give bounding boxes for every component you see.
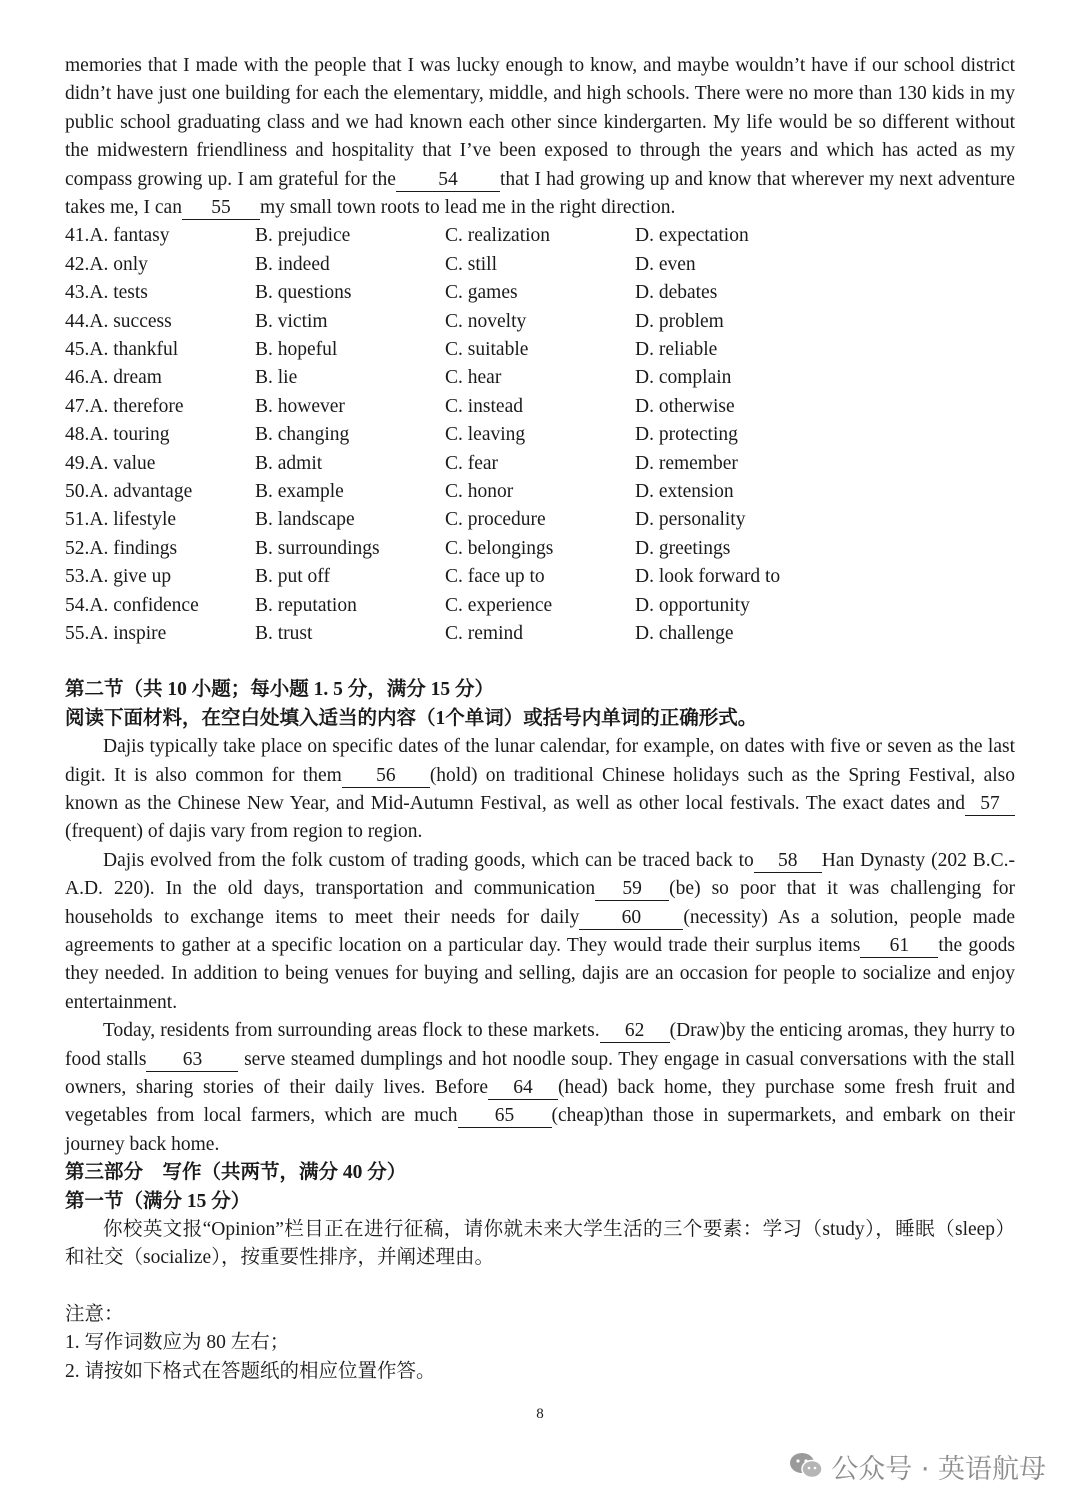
option-row <box>65 506 1015 534</box>
option-a[interactable] <box>65 251 255 279</box>
question-number: 41. <box>65 225 90 247</box>
question-number: 47. <box>65 395 90 417</box>
option-c[interactable]: C. face up to <box>445 566 545 588</box>
option-row <box>65 393 1015 421</box>
option-b[interactable]: B. questions <box>255 282 352 304</box>
option-row <box>65 620 1015 648</box>
blank-65[interactable]: 65 <box>458 1105 552 1128</box>
option-c[interactable]: C. leaving <box>445 424 526 446</box>
option-b[interactable]: B. example <box>255 480 344 502</box>
option-d[interactable]: D. problem <box>635 310 724 332</box>
option-row <box>65 336 1015 364</box>
blank-61[interactable]: 61 <box>860 935 938 958</box>
blank-55[interactable]: 55 <box>182 197 260 220</box>
option-a[interactable] <box>65 450 255 478</box>
option-d[interactable]: D. otherwise <box>635 395 735 417</box>
question-number: 51. <box>65 509 90 531</box>
option-a[interactable] <box>65 308 255 336</box>
blank-62[interactable]: 62 <box>600 1020 670 1043</box>
option-d[interactable]: D. debates <box>635 282 718 304</box>
blank-60[interactable]: 60 <box>579 907 683 930</box>
option-c[interactable]: C. games <box>445 282 518 304</box>
option-d[interactable]: D. look forward to <box>635 566 781 588</box>
option-row <box>65 592 1015 620</box>
option-a[interactable] <box>65 393 255 421</box>
option-b[interactable]: B. trust <box>255 622 313 644</box>
question-number: 48. <box>65 424 90 446</box>
question-number: 43. <box>65 282 90 304</box>
section2-heading: 第二节（共 10 小题；每小题 1. 5 分，满分 15 分） <box>65 679 495 701</box>
option-d[interactable]: D. complain <box>635 367 732 389</box>
option-b[interactable]: B. admit <box>255 452 323 474</box>
grammar-paragraph-3: Today, residents from surrounding areas flock to these markets. 62 (Draw)by the enticing aromas, they hurry to food stalls 63 serve steamed dumplings and hot noodle soup. They engage in casual conversations with the stall owners, sharing stories of their daily lives. Before 64 (head) back home, they purchase some fresh fruit and vegetables from local farmers, which are much 65 (cheap)than those in supermarkets, and embark on their journey back home. <box>65 1020 1015 1155</box>
option-a[interactable] <box>65 506 255 534</box>
note-item-1: 1. 写作词数应为 80 左右； <box>65 1332 290 1354</box>
option-a-text[interactable]: A. fantasy <box>89 225 170 247</box>
option-a[interactable] <box>65 279 255 307</box>
wechat-icon <box>789 1451 823 1481</box>
option-c[interactable]: C. fear <box>445 452 499 474</box>
option-d[interactable]: D. extension <box>635 480 734 502</box>
part3-subheading: 第一节（满分 15 分） <box>65 1190 251 1212</box>
option-row <box>65 478 1015 506</box>
passage-ending: memories that I made with the people that I was lucky enough to know, and maybe wouldn’t have if our school district didn’t have just one building for each the elementary, middle, and high schools. There were no more than 130 kids in my public school graduating class and we had known each other since kindergarten. My life would be so different without the midwestern friendliness and hospitality that I’ve been exposed to through the years and which has acted as my compass growing up. I am grateful for the 54 that I had growing up and know that wherever my next adventure takes me, I can 55 my small town roots to lead me in the right direction. <box>65 55 1015 219</box>
question-number: 53. <box>65 566 90 588</box>
exam-page <box>65 52 1015 1386</box>
blank-63[interactable]: 63 <box>146 1049 238 1072</box>
blank-56[interactable]: 56 <box>342 765 430 788</box>
option-b[interactable]: B. put off <box>255 566 330 588</box>
option-a-text[interactable]: A. tests <box>89 282 148 304</box>
option-a-text[interactable]: A. confidence <box>89 594 199 616</box>
option-a[interactable] <box>65 592 255 620</box>
option-a[interactable] <box>65 364 255 392</box>
option-a[interactable] <box>65 336 255 364</box>
blank-57[interactable]: 57 <box>965 793 1015 816</box>
blank-64[interactable]: 64 <box>488 1077 558 1100</box>
question-number: 44. <box>65 310 90 332</box>
option-d[interactable]: D. expectation <box>635 225 749 247</box>
option-c[interactable]: C. hear <box>445 367 502 389</box>
part3-heading: 第三部分 写作（共两节，满分 40 分） <box>65 1162 407 1184</box>
option-b[interactable]: B. landscape <box>255 509 355 531</box>
option-row <box>65 251 1015 279</box>
option-row <box>65 563 1015 591</box>
option-a-text[interactable]: A. give up <box>89 566 172 588</box>
option-b[interactable]: B. changing <box>255 424 350 446</box>
blank-54[interactable]: 54 <box>396 169 500 192</box>
blank-58[interactable]: 58 <box>754 850 822 873</box>
note-item-2: 2. 请按如下格式在答题纸的相应位置作答。 <box>65 1360 436 1382</box>
notes-title: 注意： <box>65 1303 124 1325</box>
option-d[interactable]: D. opportunity <box>635 594 750 616</box>
option-a[interactable] <box>65 535 255 563</box>
option-c[interactable]: C. honor <box>445 480 514 502</box>
option-b[interactable]: B. however <box>255 395 345 417</box>
option-c[interactable]: C. suitable <box>445 339 529 360</box>
question-number: 42. <box>65 253 90 275</box>
option-row <box>65 450 1015 478</box>
option-c[interactable]: C. still <box>445 253 498 275</box>
writing-prompt: 你校英文报“Opinion”栏目正在进行征稿，请你就未来大学生活的三个要素：学习（study），睡眠（sleep）和社交（socialize），按重要性排序，并阐述理由。 <box>65 1219 1015 1269</box>
option-b[interactable]: B. victim <box>255 310 328 332</box>
option-d[interactable]: D. personality <box>635 509 746 531</box>
option-c[interactable]: C. remind <box>445 622 523 644</box>
option-a-text[interactable]: A. therefore <box>89 395 184 417</box>
grammar-paragraph-2: Dajis evolved from the folk custom of trading goods, which can be traced back to 58 Han Dynasty (202 B.C.-A.D. 220). In the old days, transportation and communication 59 (be) so poor that it was challenging for households to exchange items to meet their needs for daily 60 (necessity) As a solution, people made agreements to gather at a specific location on a particular day. They would trade their surplus items 61 the goods they needed. In addition to being venues for buying and selling, dajis are an occasion for people to socialize and enjoy entertainment. <box>65 849 1015 1013</box>
option-d[interactable]: D. remember <box>635 452 738 474</box>
option-b[interactable]: B. indeed <box>255 253 330 275</box>
option-d[interactable]: D. greetings <box>635 537 731 559</box>
option-d[interactable]: D. reliable <box>635 339 718 360</box>
option-b[interactable]: B. reputation <box>255 594 357 616</box>
option-a-text[interactable]: A. advantage <box>89 480 193 502</box>
option-c[interactable]: C. novelty <box>445 310 527 332</box>
option-d[interactable]: D. protecting <box>635 424 738 446</box>
option-row <box>65 421 1015 449</box>
option-a-text[interactable]: A. inspire <box>89 622 167 644</box>
option-a-text[interactable]: A. thankful <box>89 339 179 360</box>
option-a-text[interactable]: A. findings <box>89 537 178 559</box>
option-row <box>65 222 1015 250</box>
option-d[interactable]: D. even <box>635 253 696 275</box>
option-a[interactable] <box>65 620 255 648</box>
question-number: 49. <box>65 452 90 474</box>
option-a-text[interactable]: A. only <box>89 253 148 275</box>
option-c[interactable]: C. realization <box>445 225 551 247</box>
question-number: 54. <box>65 594 90 616</box>
option-row <box>65 535 1015 563</box>
option-a[interactable] <box>65 563 255 591</box>
option-a-text[interactable]: A. value <box>89 452 156 474</box>
question-number: 46. <box>65 367 90 389</box>
page-number: 8 <box>536 1406 544 1422</box>
option-row <box>65 279 1015 307</box>
option-a-text[interactable]: A. dream <box>89 367 162 389</box>
option-b[interactable]: B. lie <box>255 367 298 389</box>
option-a-text[interactable]: A. lifestyle <box>89 509 177 531</box>
option-a[interactable] <box>65 421 255 449</box>
cloze-options <box>65 222 1015 648</box>
option-c[interactable]: C. experience <box>445 594 553 616</box>
question-number: 50. <box>65 480 90 502</box>
watermark-label: 公众号 · 英语航母 <box>831 1453 1046 1485</box>
watermark <box>789 1446 1046 1486</box>
option-c[interactable]: C. belongings <box>445 537 554 559</box>
option-b[interactable]: B. surroundings <box>255 537 380 559</box>
grammar-paragraph-1: Dajis typically take place on specific dates of the lunar calendar, for example, on dates with five or seven as the last digit. It is also common for them 56 (hold) on traditional Chinese holidays such as the Spring Festival, also known as the Chinese New Year, and Mid-Autumn Festival, as well as other local festivals. The exact dates and 57(frequent) of dajis vary from region to region. <box>65 736 1015 843</box>
option-a-text[interactable]: A. success <box>89 310 172 332</box>
option-b[interactable]: B. hopeful <box>255 339 338 360</box>
option-b[interactable]: B. prejudice <box>255 225 351 247</box>
question-number: 52. <box>65 537 90 559</box>
option-a[interactable] <box>65 478 255 506</box>
option-row <box>65 364 1015 392</box>
question-number: 45. <box>65 339 90 360</box>
section2-instruction: 阅读下面材料，在空白处填入适当的内容（1个单词）或括号内单词的正确形式。 <box>65 707 758 729</box>
blank-59[interactable]: 59 <box>595 878 669 901</box>
option-row <box>65 308 1015 336</box>
option-d[interactable]: D. challenge <box>635 622 734 644</box>
question-number: 55. <box>65 622 90 644</box>
option-a-text[interactable]: A. touring <box>89 424 170 446</box>
option-a[interactable] <box>65 222 255 250</box>
option-c[interactable]: C. procedure <box>445 509 546 531</box>
option-c[interactable]: C. instead <box>445 395 523 417</box>
